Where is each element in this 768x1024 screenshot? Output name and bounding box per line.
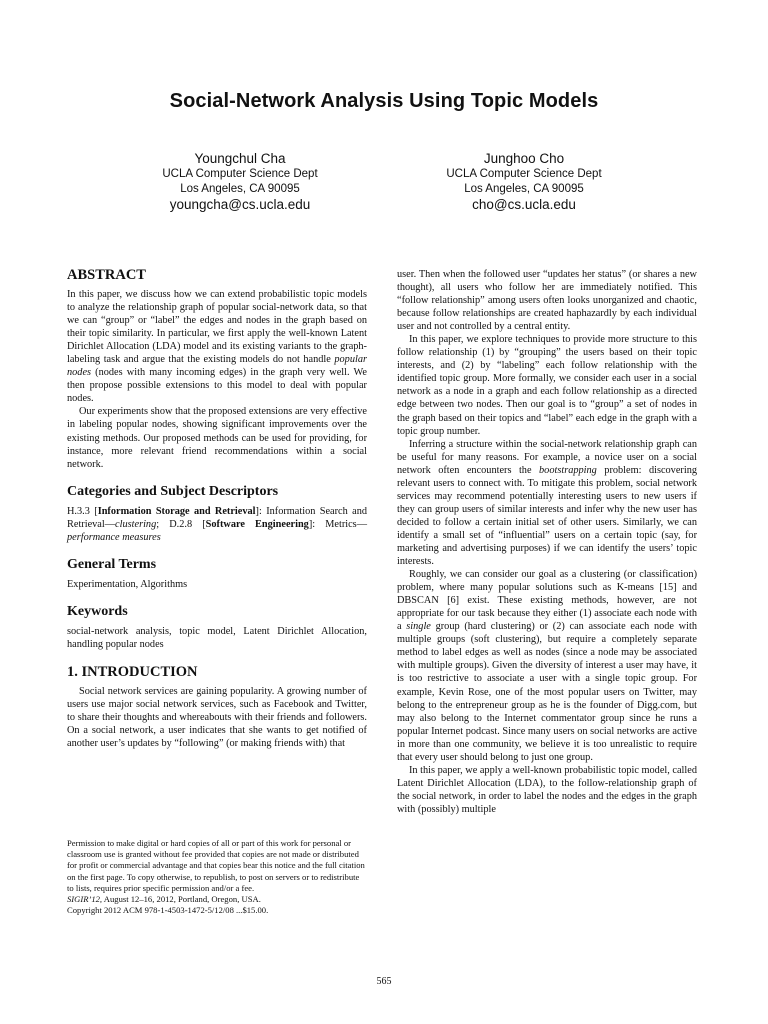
categories-text: H.3.3 [Information Storage and Retrieval]: Information Search and Retrieval—clustering; D.2.8 [Software Engineering]: Metrics—performance measures	[67, 505, 368, 543]
introduction-paragraph: Social network services are gaining popularity. A growing number of users use major social network services, such as Facebook and Twitter, to share their thoughts and whereabouts with their friends and followers. On a social network, a user indicates that she wants to get notified of another user’s updates by “following” (or making friends with) that	[67, 685, 367, 750]
right-column	[397, 268, 697, 816]
categories-heading: Categories and Subject Descriptors	[67, 483, 279, 499]
general-terms-heading: General Terms	[67, 556, 157, 572]
author-block	[110, 150, 370, 213]
general-terms-text: Experimentation, Algorithms	[67, 578, 188, 590]
body-paragraph: In this paper, we explore techniques to provide more structure to this follow relationship (1) by “grouping” the users based on their topic interests, and (2) by “labeling” each follow relationship with the identified topic group. More formally, we consider each user in a social network as a node in a graph and each follow relationship as a directed edge between two nodes. Then our goal is to “group” a set of nodes in the graph based on their topics and “label” each edge in the graph with a topic group number.	[397, 334, 697, 437]
body-paragraph: Inferring a structure within the social-network relationship graph can be useful for many reasons. For example, a novice user on a social network often encounters the bootstrapping problem: discovering relevant users to connect with. To mitigate this problem, social network services may recommend potentially interesting users to new users if they can group users of similar interests and infer why the new user has decided to follow a certain initial set of other users. Similarly, we can identify a small set of “influential” users on a certain topic (say, for marketing and advertising purposes) if we can identify the users’ topic interests.	[397, 438, 697, 568]
abstract-paragraph: Our experiments show that the proposed extensions are very effective in labeling popular nodes, showing significant improvements over the existing methods. Our proposed methods can be used for providing, for instance, more relevant friend recommendations within a social network.	[67, 406, 367, 470]
author-email: cho@cs.ucla.edu	[472, 197, 576, 212]
author-affiliation: UCLA Computer Science Dept	[162, 168, 318, 180]
author-location: Los Angeles, CA 90095	[464, 182, 584, 195]
author-location: Los Angeles, CA 90095	[180, 182, 300, 195]
body-paragraph: user. Then when the followed user “updates her status” (or shares a new thought), all users who follow her are immediately notified. This “follow relationship” among users often looks unorganized and chaotic, because follow relationships are created haphazardly by each individual user and not controlled by a central entity.	[397, 269, 697, 333]
keywords-text: social-network analysis, topic model, Latent Dirichlet Allocation, handling popular nodes	[67, 625, 367, 650]
paper-title: Social-Network Analysis Using Topic Models	[169, 90, 599, 112]
copyright-footnote	[67, 838, 367, 916]
abstract-heading: ABSTRACT	[67, 267, 146, 283]
permission-text: Permission to make digital or hard copies of all or part of this work for personal or classroom use is granted without fee provided that copies are not made or distributed for profit or commercial advantage and that copies bear this notice and the full citation on the first page. To copy otherwise, to republish, to post on servers or to redistribute to lists, requires prior specific permission and/or a fee.	[67, 838, 365, 893]
conference-line: SIGIR’12, August 12–16, 2012, Portland, Oregon, USA.	[67, 894, 261, 905]
left-column	[67, 266, 367, 750]
body-paragraph: Roughly, we can consider our goal as a clustering (or classification) problem, where many popular solutions such as K-means [15] and DBSCAN [6] exist. These existing methods, however, are not appropriate for our task because they either (1) associate each node with a single group (hard clustering) or (2) can associate each node with multiple groups (soft clustering), but require a completely separate method to label edges as well as nodes (since a node may be associated with multiple groups). Given the diversity of interest a user may have, it is too restrictive to associate a user with a single topic group. For example, Kevin Rose, one of the most popular users on Twitter, may belong to the entrepreneur group as he is the founder of Digg.com, but may also belong to the Internet commentator group since he runs a popular Internet podcast. Since many users on social networks are active in more than one community, we believe it is too unrealistic to require that every user should belong to just one group.	[397, 569, 697, 763]
author-block	[394, 150, 654, 213]
author-name: Youngchul Cha	[194, 151, 286, 166]
introduction-heading: 1. INTRODUCTION	[67, 663, 198, 680]
page-number: 565	[376, 976, 392, 987]
author-affiliation: UCLA Computer Science Dept	[446, 168, 602, 180]
keywords-heading: Keywords	[67, 603, 128, 619]
abstract-paragraph: In this paper, we discuss how we can extend probabilistic topic models to analyze the relationship graph of popular social-network data, so that we can “group” or “label” the edges and nodes in the graph based on their topic similarity. In particular, we first apply the well-known Latent Dirichlet Allocation (LDA) model and its existing variants to the graph-labeling task and argue that the existing models do not handle popular nodes (nodes with many incoming edges) in the graph very well. We then propose possible extensions to this model to deal with popular nodes.	[67, 289, 367, 405]
author-name: Junghoo Cho	[483, 151, 565, 166]
body-paragraph: In this paper, we apply a well-known probabilistic topic model, called Latent Dirichlet Allocation (LDA), to the follow-relationship graph of the social network, in order to label the nodes and the edges in the graph with (possibly) multiple	[397, 764, 697, 815]
author-email: youngcha@cs.ucla.edu	[169, 197, 311, 212]
copyright-line: Copyright 2012 ACM 978-1-4503-1472-5/12/08 ...$15.00.	[67, 905, 269, 916]
